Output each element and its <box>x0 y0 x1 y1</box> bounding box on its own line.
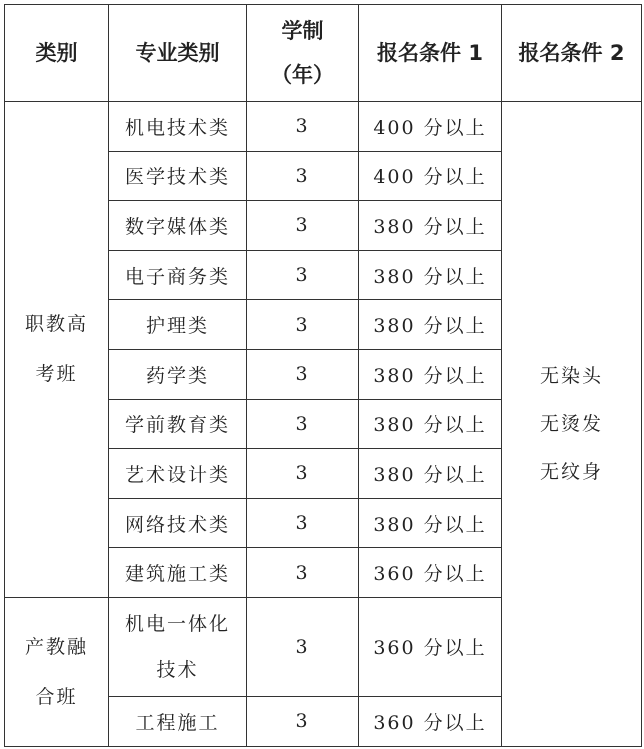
major-cell <box>109 300 247 350</box>
major-line: 工程施工 <box>135 711 220 734</box>
major-cell <box>109 201 247 251</box>
major-cell <box>109 597 247 696</box>
major-line: 医学技术类 <box>124 166 230 189</box>
duration-cell: 3 <box>247 449 359 499</box>
major-cell <box>109 102 247 152</box>
score-requirement-cell: 380 分以上 <box>359 201 502 251</box>
header-duration-line1: 学制 <box>281 19 324 43</box>
duration-cell: 3 <box>247 151 359 201</box>
duration-cell: 3 <box>247 597 359 696</box>
major-line: 药学类 <box>145 364 209 387</box>
header-req1: 报名条件 1 <box>359 5 502 102</box>
header-category: 类别 <box>5 5 109 102</box>
major-cell <box>109 151 247 201</box>
major-line: 建筑施工类 <box>124 563 230 586</box>
duration-cell: 3 <box>247 548 359 598</box>
score-requirement-cell: 380 分以上 <box>359 250 502 300</box>
admission-requirements-table <box>4 4 642 747</box>
score-requirement-cell: 360 分以上 <box>359 696 502 746</box>
score-requirement-cell: 360 分以上 <box>359 548 502 598</box>
class-category-cell <box>5 597 109 746</box>
duration-cell: 3 <box>247 250 359 300</box>
class-category-line: 考班 <box>35 363 78 386</box>
score-requirement-cell: 380 分以上 <box>359 300 502 350</box>
score-requirement-cell: 380 分以上 <box>359 399 502 449</box>
appearance-requirement-line: 无烫发 <box>539 412 603 435</box>
header-row <box>5 5 642 102</box>
major-cell <box>109 250 247 300</box>
class-category-line: 职教高 <box>24 313 88 336</box>
duration-cell: 3 <box>247 102 359 152</box>
header-duration-line2: （年） <box>271 63 334 87</box>
duration-cell: 3 <box>247 201 359 251</box>
duration-cell: 3 <box>247 349 359 399</box>
major-line: 机电一体化 <box>124 612 230 635</box>
header-duration <box>247 5 359 102</box>
duration-cell: 3 <box>247 300 359 350</box>
score-requirement-cell: 360 分以上 <box>359 597 502 696</box>
header-major: 专业类别 <box>109 5 247 102</box>
score-requirement-cell: 380 分以上 <box>359 349 502 399</box>
major-cell <box>109 449 247 499</box>
major-line: 数字媒体类 <box>124 215 230 238</box>
duration-cell: 3 <box>247 498 359 548</box>
major-line: 护理类 <box>145 315 209 338</box>
score-requirement-cell: 400 分以上 <box>359 151 502 201</box>
major-cell <box>109 548 247 598</box>
duration-cell: 3 <box>247 696 359 746</box>
appearance-requirement-cell <box>502 102 642 747</box>
major-line: 艺术设计类 <box>124 463 230 486</box>
table-row <box>5 102 642 152</box>
class-category-cell <box>5 102 109 598</box>
header-req2: 报名条件 2 <box>502 5 642 102</box>
major-line: 电子商务类 <box>124 265 230 288</box>
score-requirement-cell: 380 分以上 <box>359 498 502 548</box>
major-line: 学前教育类 <box>124 414 230 437</box>
class-category-line: 产教融 <box>24 635 88 658</box>
score-requirement-cell: 400 分以上 <box>359 102 502 152</box>
class-category-line: 合班 <box>35 685 78 708</box>
appearance-requirement-line: 无纹身 <box>539 460 603 483</box>
major-line: 网络技术类 <box>124 513 230 536</box>
major-cell <box>109 349 247 399</box>
major-cell <box>109 399 247 449</box>
duration-cell: 3 <box>247 399 359 449</box>
appearance-requirement-line: 无染头 <box>539 364 603 387</box>
major-cell <box>109 498 247 548</box>
major-line: 机电技术类 <box>124 116 230 139</box>
score-requirement-cell: 380 分以上 <box>359 449 502 499</box>
major-cell <box>109 696 247 746</box>
major-line: 技术 <box>156 658 199 681</box>
